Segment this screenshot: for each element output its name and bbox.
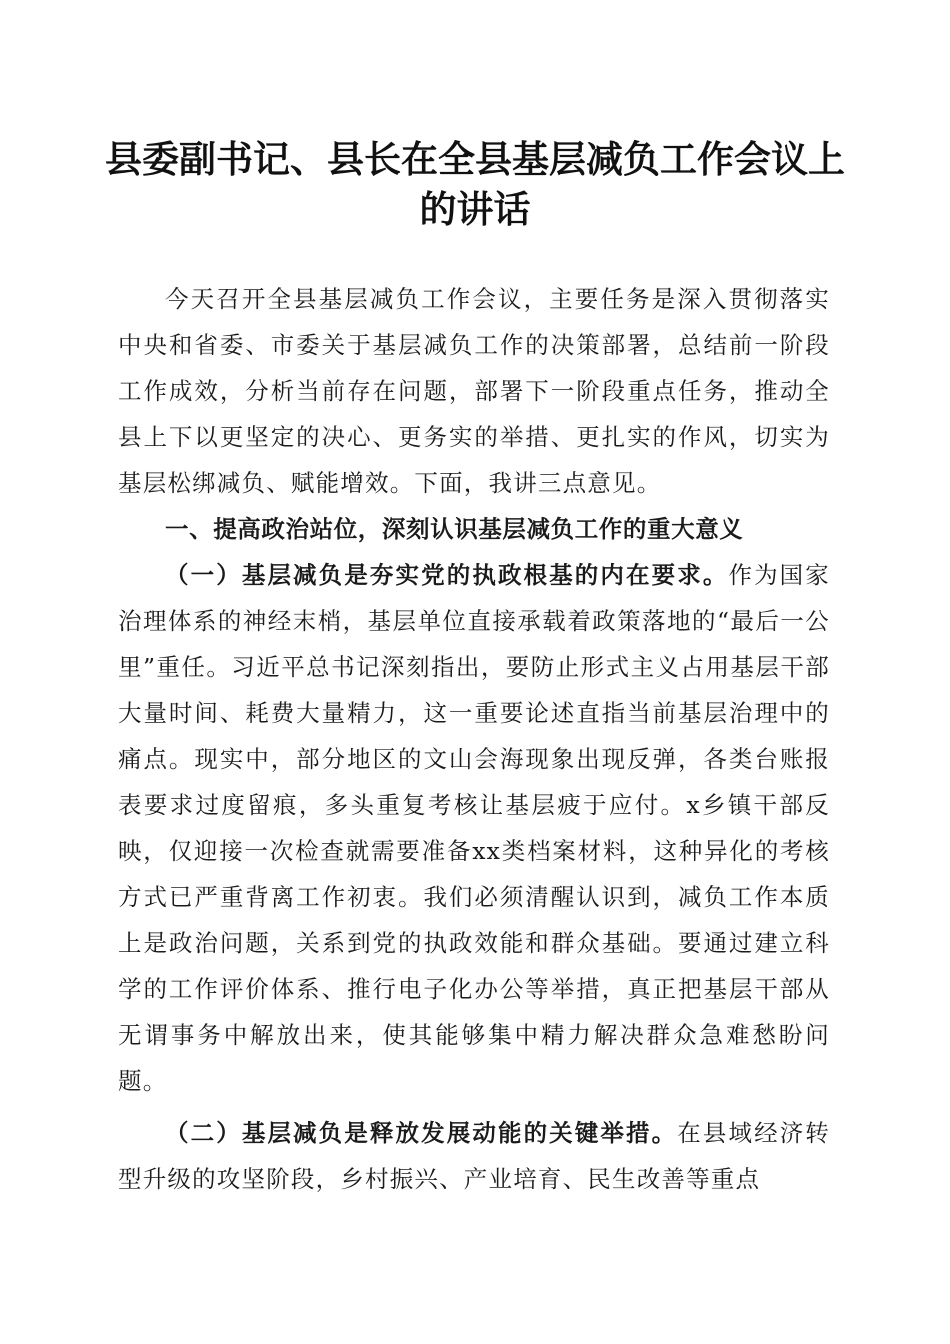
point-1-paragraph xyxy=(118,552,830,1104)
document-title-line-2: 的讲话 xyxy=(419,188,531,231)
point-2-lead: （二）基层减负是释放发展动能的关键举措。 xyxy=(165,1119,678,1147)
point-2-paragraph xyxy=(118,1110,830,1202)
document-title-line-1: 县委副书记、县长在全县基层减负工作会议上 xyxy=(105,138,845,181)
document-body xyxy=(118,276,830,1202)
point-1-lead: （一）基层减负是夯实党的执政根基的内在要求。 xyxy=(165,561,729,589)
intro-paragraph: 今天召开全县基层减负工作会议，主要任务是深入贯彻落实中央和省委、市委关于基层减负工作的决策部署，总结前一阶段工作成效，分析当前存在问题，部署下一阶段重点任务，推动全县上下以更坚定的决心、更务实的举措、更扎实的作风，切实为基层松绑减负、赋能增效。下面，我讲三点意见。 xyxy=(118,285,830,497)
section-1-heading: 一、提高政治站位，深刻认识基层减负工作的重大意义 xyxy=(165,515,744,543)
point-2-body: 在县域经济转型升级的攻坚阶段，乡村振兴、产业培育、民生改善等重点 xyxy=(118,1119,831,1193)
point-1-body: 作为国家治理体系的神经末梢，基层单位直接承载着政策落地的“最后一公里”重任。习近平总书记深刻指出，要防止形式主义占用基层干部大量时间、耗费大量精力，这一重要论述直指当前基层治理中的痛点。现实中，部分地区的文山会海现象出现反弹，各类台账报表要求过度留痕，多头重复考核让基层疲于应付。x乡镇干部反映，仅迎接一次检查就需要准备xx类档案材料，这种异化的考核方式已严重背离工作初衷。我们必须清醒认识到，减负工作本质上是政治问题，关系到党的执政效能和群众基础。要通过建立科学的工作评价体系、推行电子化办公等举措，真正把基层干部从无谓事务中解放出来，使其能够集中精力解决群众急难愁盼问题。 xyxy=(118,561,830,1095)
